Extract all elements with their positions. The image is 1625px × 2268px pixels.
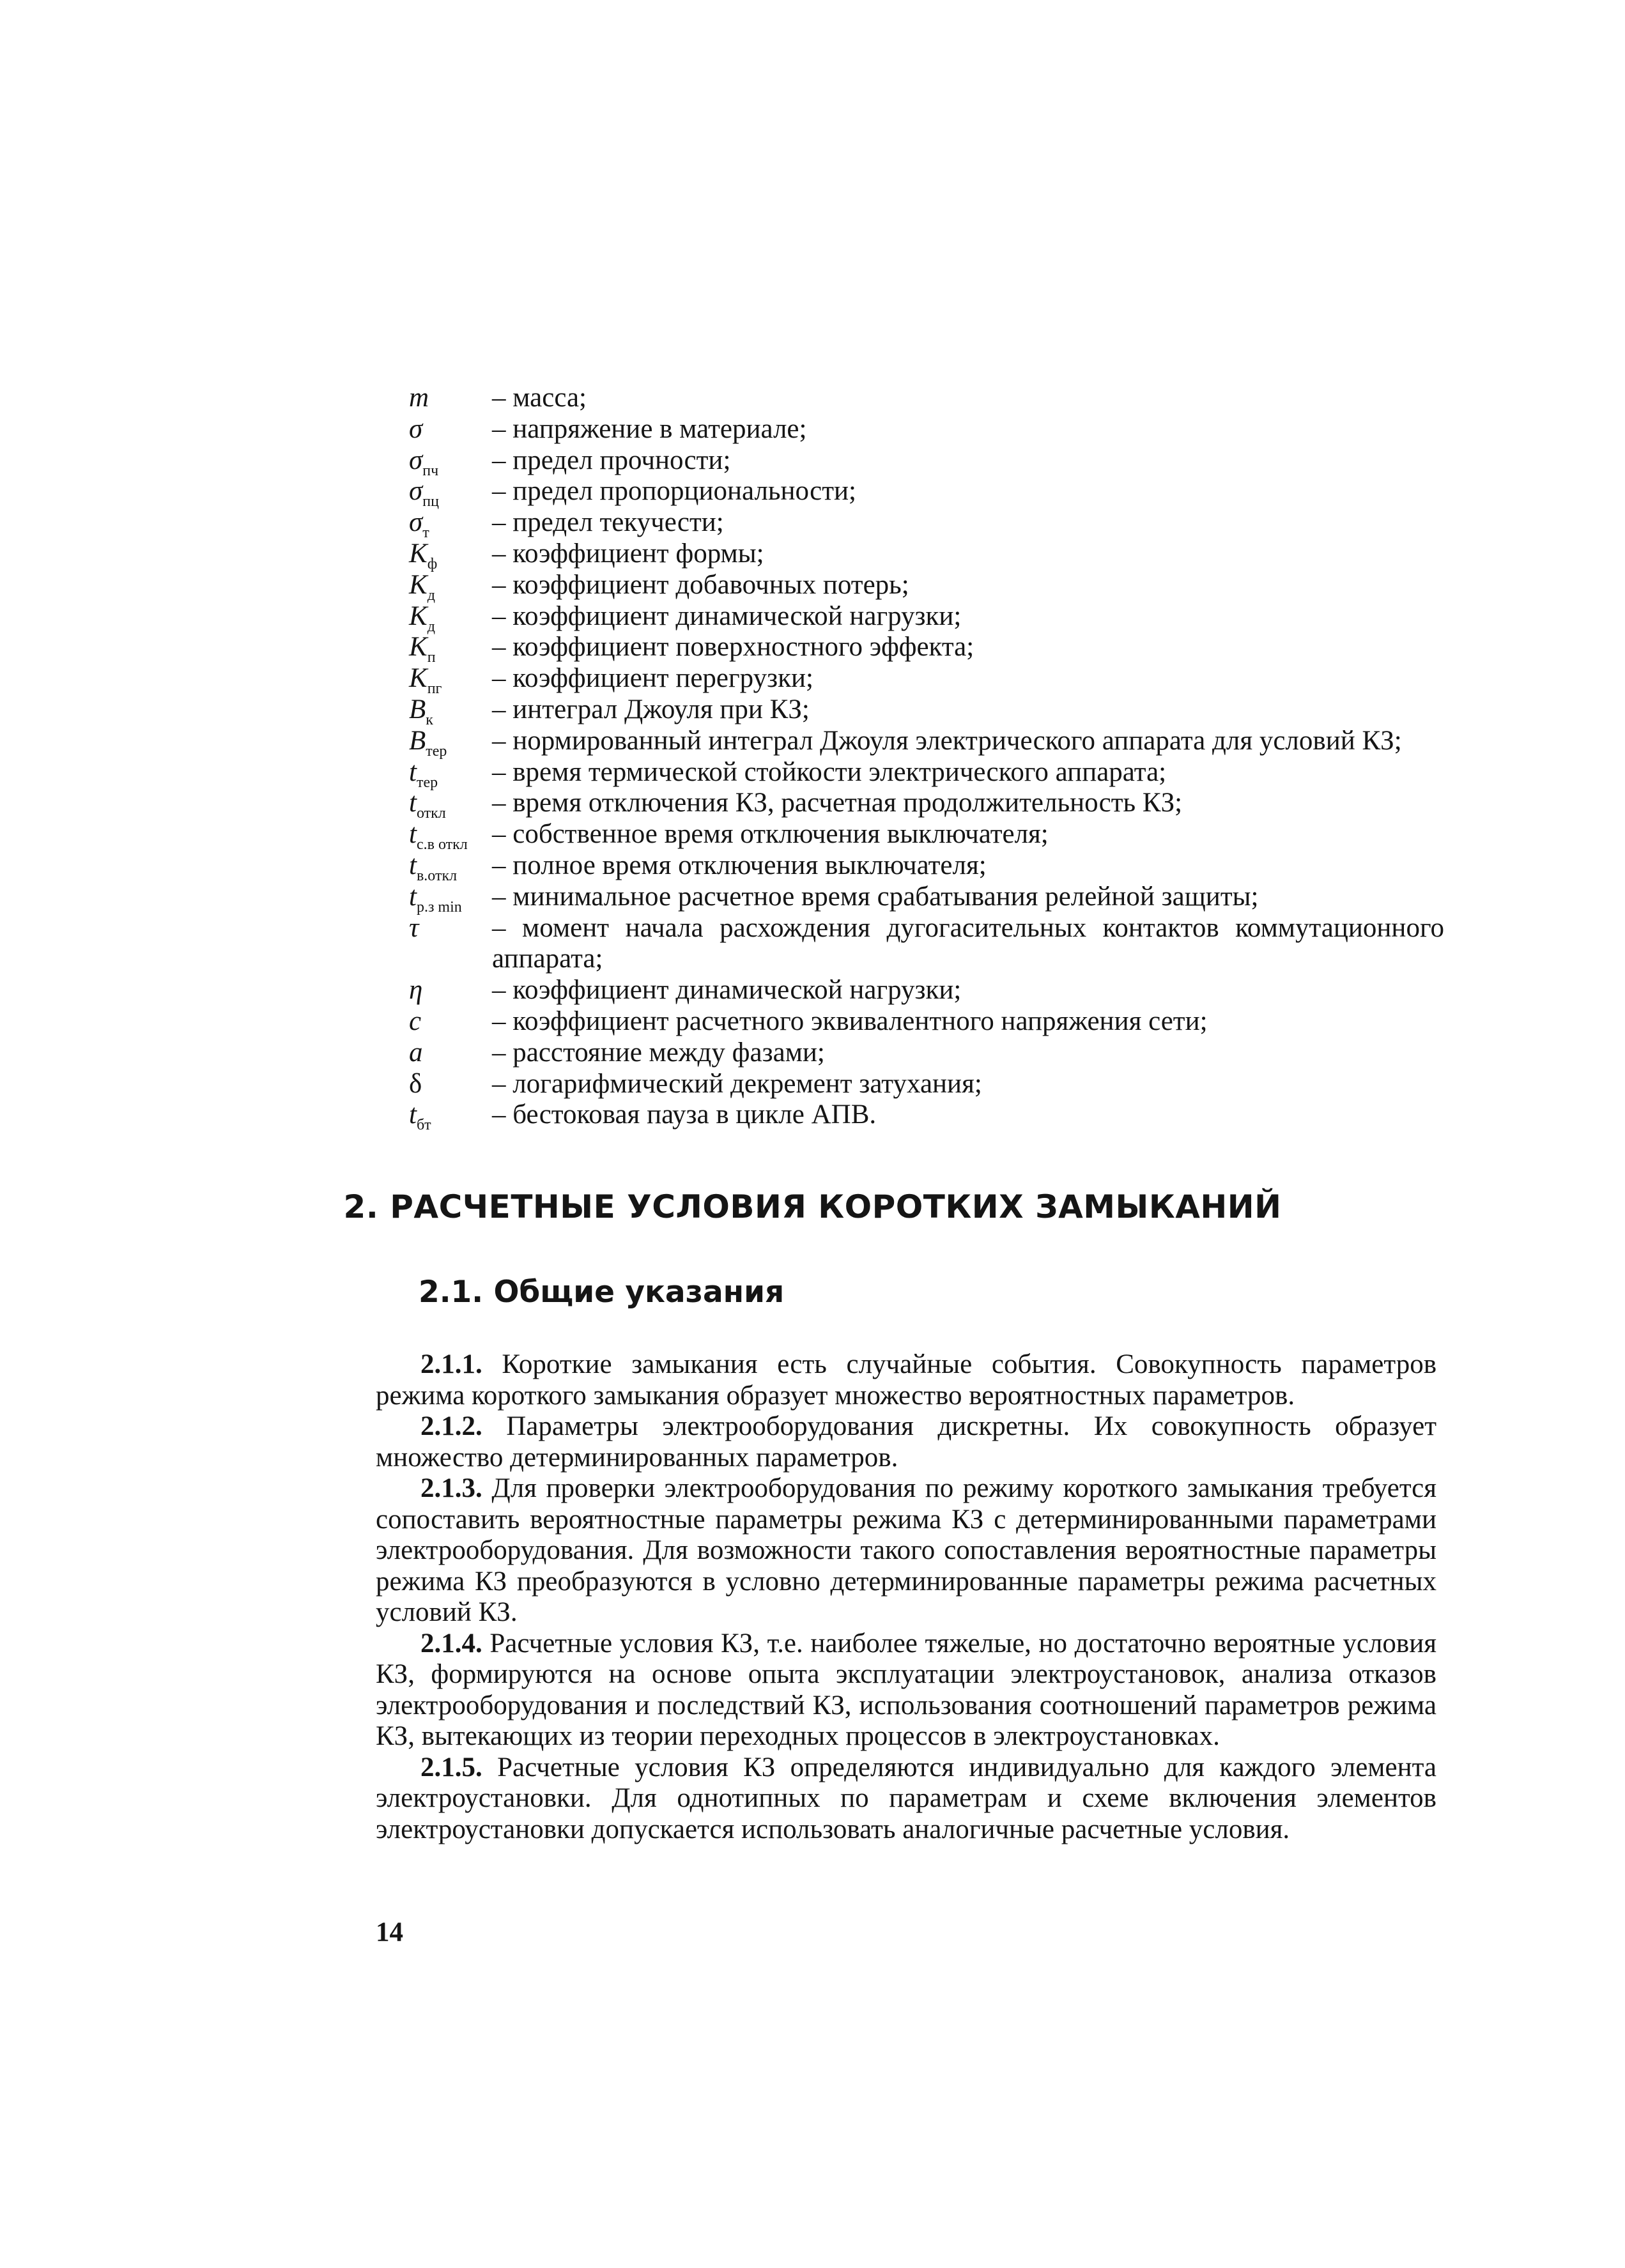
symbol-row — [409, 445, 1444, 477]
symbol-subscript: т — [422, 525, 429, 542]
symbol-description: – полное время отключения выключателя; — [492, 850, 1444, 882]
symbol-description: – логарифмический декремент затухания; — [492, 1069, 1444, 1100]
symbol-base: m — [409, 383, 429, 413]
symbol-base: t — [409, 1100, 417, 1130]
symbol-row — [409, 663, 1444, 698]
symbol-base: t — [409, 819, 417, 850]
paragraph-number: 2.1.3. — [420, 1473, 482, 1503]
symbol-subscript: пг — [427, 680, 442, 698]
symbol — [409, 539, 492, 570]
section-heading: 2. РАСЧЕТНЫЕ УСЛОВИЯ КОРОТКИХ ЗАМЫКАНИЙ — [343, 1188, 1282, 1225]
symbol-base: t — [409, 850, 417, 880]
symbol-row — [409, 975, 1444, 1006]
symbol-subscript: д — [427, 618, 435, 635]
symbol-description: – коэффициент перегрузки; — [492, 663, 1444, 694]
symbol-row — [409, 1069, 1444, 1100]
paragraphs — [376, 1349, 1436, 1845]
symbol-description: – собственное время отключения выключателя; — [492, 819, 1444, 850]
symbol-subscript: тер — [416, 774, 438, 791]
symbol — [409, 663, 492, 698]
paragraph-text: Расчетные условия КЗ определяются индивидуально для каждого элемента электроустановки. Для однотипных по параметрам и схеме включения элементов электроустановки допускается использовать аналогичные расчетные условия. — [376, 1752, 1436, 1844]
symbol-base: K — [409, 569, 427, 600]
symbol-row — [409, 1038, 1444, 1069]
symbol-description: – предел текучести; — [492, 507, 1444, 539]
symbol — [409, 445, 492, 477]
symbol-subscript: бт — [416, 1117, 431, 1134]
symbol-description: – коэффициент динамической нагрузки; — [492, 601, 1444, 632]
symbol-base: t — [409, 756, 417, 787]
symbol-description: – интеграл Джоуля при КЗ; — [492, 694, 1444, 726]
symbol — [409, 569, 492, 604]
symbol-description: – время термической стойкости электрического аппарата; — [492, 757, 1444, 788]
symbol-list — [409, 383, 1445, 1134]
paragraph-number: 2.1.1. — [420, 1349, 482, 1379]
symbol — [409, 632, 492, 666]
paragraph-text: Параметры электрооборудования дискретны. Их совокупность образует множество детерминированных параметров. — [376, 1411, 1436, 1473]
symbol-base: B — [409, 725, 426, 756]
paragraph-text: Короткие замыкания есть случайные события. Совокупность параметров режима короткого замыкания образует множество вероятностных параметров. — [376, 1349, 1436, 1411]
paragraph-number: 2.1.4. — [420, 1628, 482, 1659]
symbol — [409, 414, 492, 445]
symbol-description: – нормированный интеграл Джоуля электрического аппарата для условий КЗ; — [492, 726, 1444, 757]
symbol — [409, 1100, 492, 1134]
symbol — [409, 1006, 492, 1038]
symbol — [409, 725, 492, 760]
symbol-description: – время отключения КЗ, расчетная продолжительность КЗ; — [492, 788, 1444, 819]
symbol-base: t — [409, 881, 417, 912]
symbol-description: – напряжение в материале; — [492, 414, 1444, 445]
symbol-subscript: пц — [422, 493, 439, 510]
symbol-row — [409, 539, 1444, 570]
symbol-description: – расстояние между фазами; — [492, 1038, 1444, 1069]
symbol-base: K — [409, 601, 427, 631]
symbol — [409, 601, 492, 635]
symbol-row — [409, 632, 1444, 666]
paragraph-number: 2.1.2. — [420, 1411, 482, 1441]
paragraph-text: Для проверки электрооборудования по режиму короткого замыкания требуется сопоставить вероятностные параметры режима КЗ с детерминированными параметрами электрооборудования. Для возможности такого сопоставления вероятностные параметры режима КЗ преобразуются в условно детерминированные параметры режима расчетных условий КЗ. — [376, 1473, 1437, 1627]
symbol-row — [409, 881, 1444, 916]
symbol-description: – коэффициент динамической нагрузки; — [492, 975, 1444, 1006]
symbol-description: – масса; — [492, 383, 1444, 414]
paragraph-text: Расчетные условия КЗ, т.е. наиболее тяжелые, но достаточно вероятные условия КЗ, формируются на основе опыта эксплуатации электроустановок, анализа отказов электрооборудования и последствий КЗ, использования соотношений параметров режима КЗ, вытекающих из теории переходных процессов в электроустановках. — [376, 1628, 1437, 1751]
symbol-subscript: в.откл — [416, 867, 458, 884]
symbol-subscript: к — [426, 711, 433, 728]
symbol — [409, 819, 492, 854]
symbol-row — [409, 476, 1444, 510]
symbol — [409, 1038, 492, 1069]
symbol-description: – бестоковая пауза в цикле АПВ. — [492, 1100, 1444, 1131]
symbol-row — [409, 1006, 1444, 1038]
paragraph — [376, 1752, 1436, 1846]
symbol-base: c — [409, 1006, 422, 1036]
symbol-description: – момент начала расхождения дугогасительных контактов коммутационного аппарата; — [492, 913, 1444, 976]
symbol — [409, 1069, 492, 1100]
symbol-description: – коэффициент расчетного эквивалентного напряжения сети; — [492, 1006, 1444, 1038]
subsection-heading: 2.1. Общие указания — [419, 1275, 785, 1310]
page-number: 14 — [376, 1917, 403, 1947]
symbol-base: B — [409, 694, 426, 724]
symbol-description: – предел пропорциональности; — [492, 476, 1444, 507]
paragraph — [376, 1628, 1436, 1752]
symbol — [409, 507, 492, 542]
symbol-base: σ — [409, 507, 423, 538]
symbol-row — [409, 569, 1444, 604]
symbol-base: a — [409, 1037, 423, 1068]
symbol-description: – коэффициент добавочных потерь; — [492, 570, 1444, 601]
symbol-base: σ — [409, 445, 423, 475]
symbol-base: K — [409, 632, 427, 663]
symbol — [409, 850, 492, 882]
symbol-subscript: откл — [416, 805, 446, 822]
symbol-base: t — [409, 788, 417, 818]
symbol — [409, 881, 492, 916]
symbol-row — [409, 850, 1444, 882]
symbol-row — [409, 414, 1444, 445]
paragraph-number: 2.1.5. — [420, 1752, 482, 1782]
symbol-row — [409, 507, 1444, 542]
symbol-base: τ — [409, 912, 419, 943]
symbol-description: – коэффициент формы; — [492, 539, 1444, 570]
symbol — [409, 383, 492, 414]
symbol-row — [409, 756, 1444, 791]
symbol-row — [409, 383, 1444, 414]
symbol-subscript: п — [427, 649, 436, 666]
symbol-base: K — [409, 538, 427, 569]
symbol-description: – минимальное расчетное время срабатывания релейной защиты; — [492, 882, 1444, 913]
symbol — [409, 476, 492, 510]
symbol — [409, 788, 492, 822]
symbol — [409, 913, 492, 944]
symbol-row — [409, 1100, 1444, 1134]
symbol — [409, 975, 492, 1006]
symbol — [409, 694, 492, 726]
symbol-subscript: тер — [426, 742, 447, 760]
symbol-base: σ — [409, 413, 423, 444]
symbol-row — [409, 819, 1444, 854]
symbol-row — [409, 913, 1444, 976]
symbol — [409, 756, 492, 791]
symbol-row — [409, 788, 1444, 822]
symbol-subscript: р.з min — [416, 898, 462, 916]
symbol-subscript: пч — [422, 462, 439, 479]
symbol-base: K — [409, 663, 427, 694]
symbol-row — [409, 725, 1444, 760]
symbol-base: η — [409, 975, 423, 1006]
paragraph — [376, 1473, 1436, 1628]
symbol-base: σ — [409, 476, 423, 507]
symbol-description: – коэффициент поверхностного эффекта; — [492, 632, 1444, 663]
symbol-subscript: ф — [427, 555, 438, 572]
paragraph — [376, 1411, 1436, 1473]
symbol-description: – предел прочности; — [492, 445, 1444, 477]
symbol-row — [409, 601, 1444, 635]
symbol-subscript: д — [427, 586, 435, 604]
symbol-subscript: с.в откл — [416, 836, 468, 854]
symbol-base: δ — [409, 1068, 422, 1099]
symbol-row — [409, 694, 1444, 726]
paragraph — [376, 1349, 1436, 1411]
